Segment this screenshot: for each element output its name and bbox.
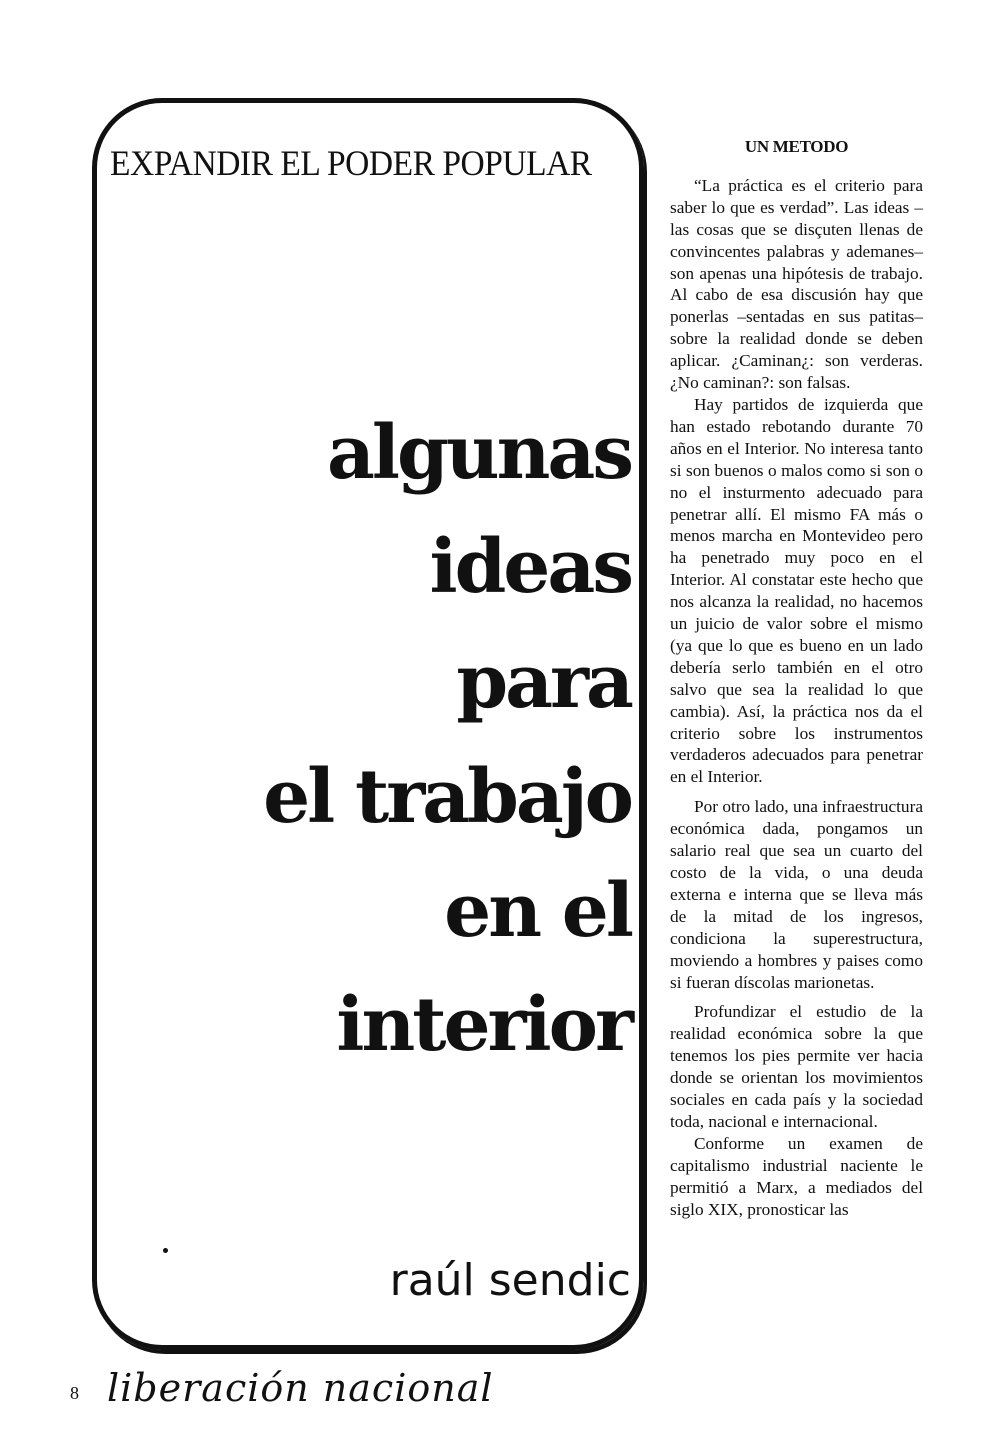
title-line-6: interior bbox=[336, 982, 631, 1068]
section-heading: UN METODO bbox=[744, 137, 849, 156]
title-line-3: para bbox=[456, 639, 631, 725]
kicker: EXPANDIR EL PODER POPULAR bbox=[110, 143, 592, 183]
print-speck bbox=[163, 1248, 168, 1253]
paragraph-3: Por otro lado, una infraestructura económica dada, pongamos un salario real que sea un cuarto del costo de la vida, o una deuda externa e interna que se lleva más de la mitad de los ingresos, condiciona la superestructura, moviendo a hombres y paises como si fueran díscolas marionetas. bbox=[670, 797, 923, 992]
title-line-5: en el bbox=[444, 868, 631, 954]
author-byline: raúl sendic bbox=[389, 1255, 631, 1306]
paragraph-4: Profundizar el estudio de la realidad económica sobre la que tenemos los pies permite ver hacia donde se orientan los movimientos sociales en cada país y la sociedad toda, nacional e internacional. bbox=[670, 1002, 923, 1131]
paragraph-2: Hay partidos de izquierda que han estado rebotando durante 70 años en el Interior. No interesa tanto si son buenos o malos como si son o no el insturmento adecuado para penetrar allí. El mismo FA más o menos marcha en Montevideo pero ha penetrado muy poco en el Interior. Al constatar este hecho que nos alcanza la realidad, no hacemos un juicio de valor sobre el mismo (ya que lo que es bueno en un lado debería serlo también en el otro salvo que sea la realidad lo que cambia). Así, la práctica nos da el criterio sobre los instrumentos verdaderos adecuados para penetrar en el Interior. bbox=[670, 394, 923, 787]
title-line-4: el trabajo bbox=[263, 754, 631, 840]
paragraph-5: Conforme un examen de capitalismo industrial naciente le permitió a Marx, a mediados del siglo XIX, pronosticar las bbox=[670, 1133, 923, 1219]
paragraph-1: “La práctica es el criterio para saber lo que es verdad”. Las ideas –las cosas que se disçuten llenas de convincentes palabras y ademanes– son apenas una hipótesis de trabajo. Al cabo de esa discusión hay que ponerlas –sentadas en sus patitas– sobre la realidad donde se deben aplicar. ¿Caminan¿: son verderas. ¿No caminan?: son falsas. bbox=[670, 175, 923, 393]
article-column bbox=[670, 136, 923, 1221]
page-number: 8 bbox=[70, 1383, 79, 1403]
title-line-1: algunas bbox=[326, 410, 631, 496]
title-line-2: ideas bbox=[429, 524, 631, 610]
masthead-logo: liberación nacional bbox=[107, 1366, 494, 1410]
